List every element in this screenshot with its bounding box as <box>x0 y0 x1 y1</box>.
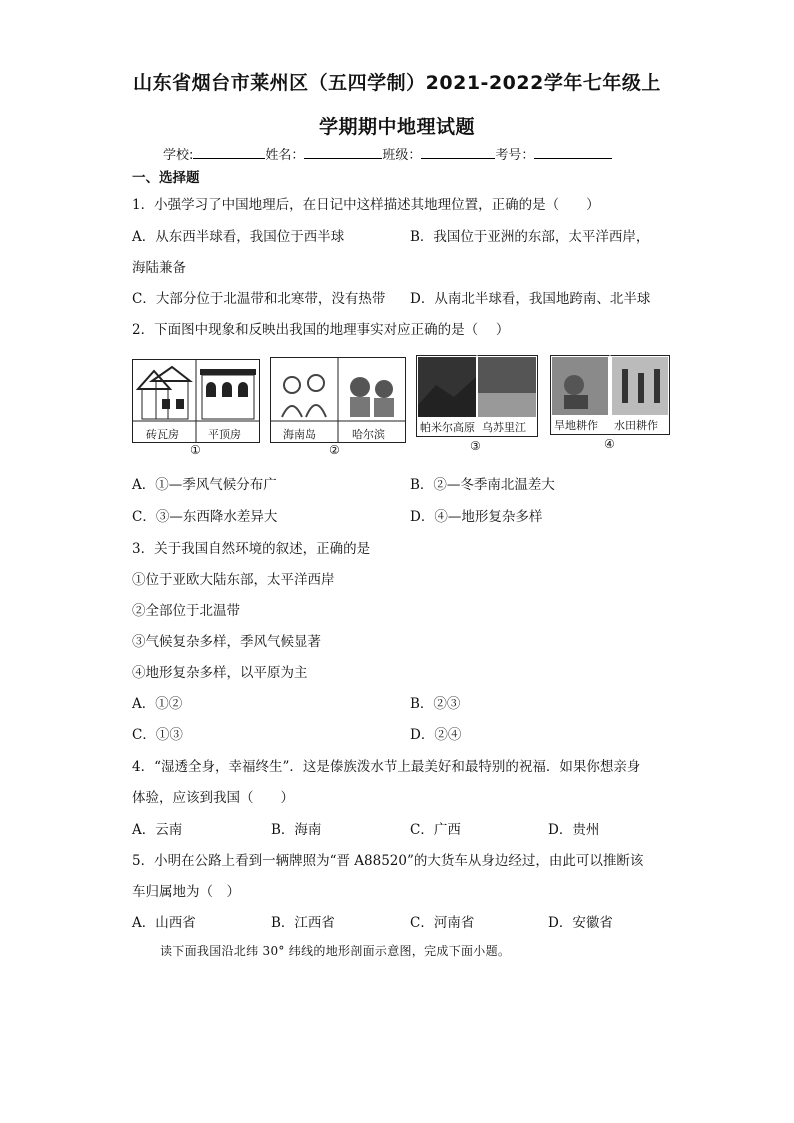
q3-statement-2: ②全部位于北温带 <box>132 603 240 619</box>
q4-stem-cont: 体验，应该到我国（ ） <box>132 790 294 806</box>
number-blank <box>534 146 612 159</box>
class-blank <box>421 146 495 159</box>
picture-1-left-caption: 砖瓦房 <box>146 428 179 441</box>
q5-option-b: B．江西省 <box>271 915 335 931</box>
name-label: 姓名： <box>265 148 305 163</box>
picture-4-number: ④ <box>604 437 615 451</box>
q4-option-a: A．云南 <box>132 822 183 838</box>
q4-option-d: D．贵州 <box>548 822 600 838</box>
q2-stem: 2．下面图中现象和反映出我国的地理事实对应正确的是（ ） <box>132 322 510 338</box>
picture-2-number: ② <box>329 443 340 457</box>
number-label: 考号： <box>495 148 535 163</box>
q5-stem: 5．小明在公路上看到一辆牌照为“晋 A88520”的大货车从身边经过，由此可以推断该 <box>132 853 644 869</box>
name-blank <box>304 146 382 159</box>
section-heading: 一、选择题 <box>132 170 200 186</box>
picture-2-left-caption: 海南岛 <box>283 428 316 441</box>
picture-2-right-caption: 哈尔滨 <box>352 428 385 441</box>
q3-statement-3: ③气候复杂多样，季风气候显著 <box>132 634 321 650</box>
q1-stem: 1．小强学习了中国地理后，在日记中这样描述其地理位置，正确的是（ ） <box>132 197 600 213</box>
q5-option-a: A．山西省 <box>132 915 196 931</box>
picture-3-right-caption: 乌苏里江 <box>482 421 526 434</box>
student-info-row <box>163 144 612 163</box>
q4-stem: 4．“湿透全身，幸福终生”．这是傣族泼水节上最美好和最特别的祝福．如果你想亲身 <box>132 759 641 775</box>
q2-option-a: A．①—季风气候分布广 <box>132 477 277 493</box>
q3-statement-1: ①位于亚欧大陆东部，太平洋西岸 <box>132 572 335 588</box>
q2-picture-strip <box>0 355 794 455</box>
class-label: 班级： <box>382 148 422 163</box>
picture-4-right-caption: 水田耕作 <box>614 419 658 432</box>
picture-3-number: ③ <box>470 439 481 453</box>
q1-option-d: D．从南北半球看，我国地跨南、北半球 <box>410 291 651 307</box>
q5-option-c: C．河南省 <box>410 915 475 931</box>
q5-stem-cont: 车归属地为（ ） <box>132 884 240 900</box>
q4-option-b: B．海南 <box>271 822 322 838</box>
q2-option-b: B．②—冬季南北温差大 <box>410 477 555 493</box>
q2-option-c: C．③—东西降水差异大 <box>132 509 278 525</box>
q3-option-c: C．①③ <box>132 727 183 743</box>
q3-option-a: A．①② <box>132 696 183 712</box>
q3-option-b: B．②③ <box>410 696 461 712</box>
page-subtitle: 学期期中地理试题 <box>318 116 475 138</box>
q3-stem: 3．关于我国自然环境的叙述，正确的是 <box>132 541 371 557</box>
q1-option-b-cont: 海陆兼备 <box>132 260 186 276</box>
picture-1-number: ① <box>190 443 201 457</box>
q1-option-a: A．从东西半球看，我国位于西半球 <box>132 229 345 245</box>
reading-note: 读下面我国沿北纬 30° 纬线的地形剖面示意图，完成下面小题。 <box>160 944 511 958</box>
q5-option-d: D．安徽省 <box>548 915 613 931</box>
school-blank <box>193 146 265 159</box>
q2-option-d: D．④—地形复杂多样 <box>410 509 543 525</box>
q4-option-c: C．广西 <box>410 822 461 838</box>
school-label: 学校: <box>163 148 194 163</box>
picture-4-left-caption: 旱地耕作 <box>554 419 598 432</box>
q1-option-c: C．大部分位于北温带和北寒带，没有热带 <box>132 291 386 307</box>
q1-option-b: B．我国位于亚洲的东部，太平洋西岸， <box>410 229 650 245</box>
page-title: 山东省烟台市莱州区（五四学制）2021-2022学年七年级上 <box>133 72 661 94</box>
picture-1-right-caption: 平顶房 <box>208 428 241 441</box>
q3-statement-4: ④地形复杂多样，以平原为主 <box>132 665 308 681</box>
picture-3-left-caption: 帕米尔高原 <box>420 421 475 434</box>
q3-option-d: D．②④ <box>410 727 462 743</box>
